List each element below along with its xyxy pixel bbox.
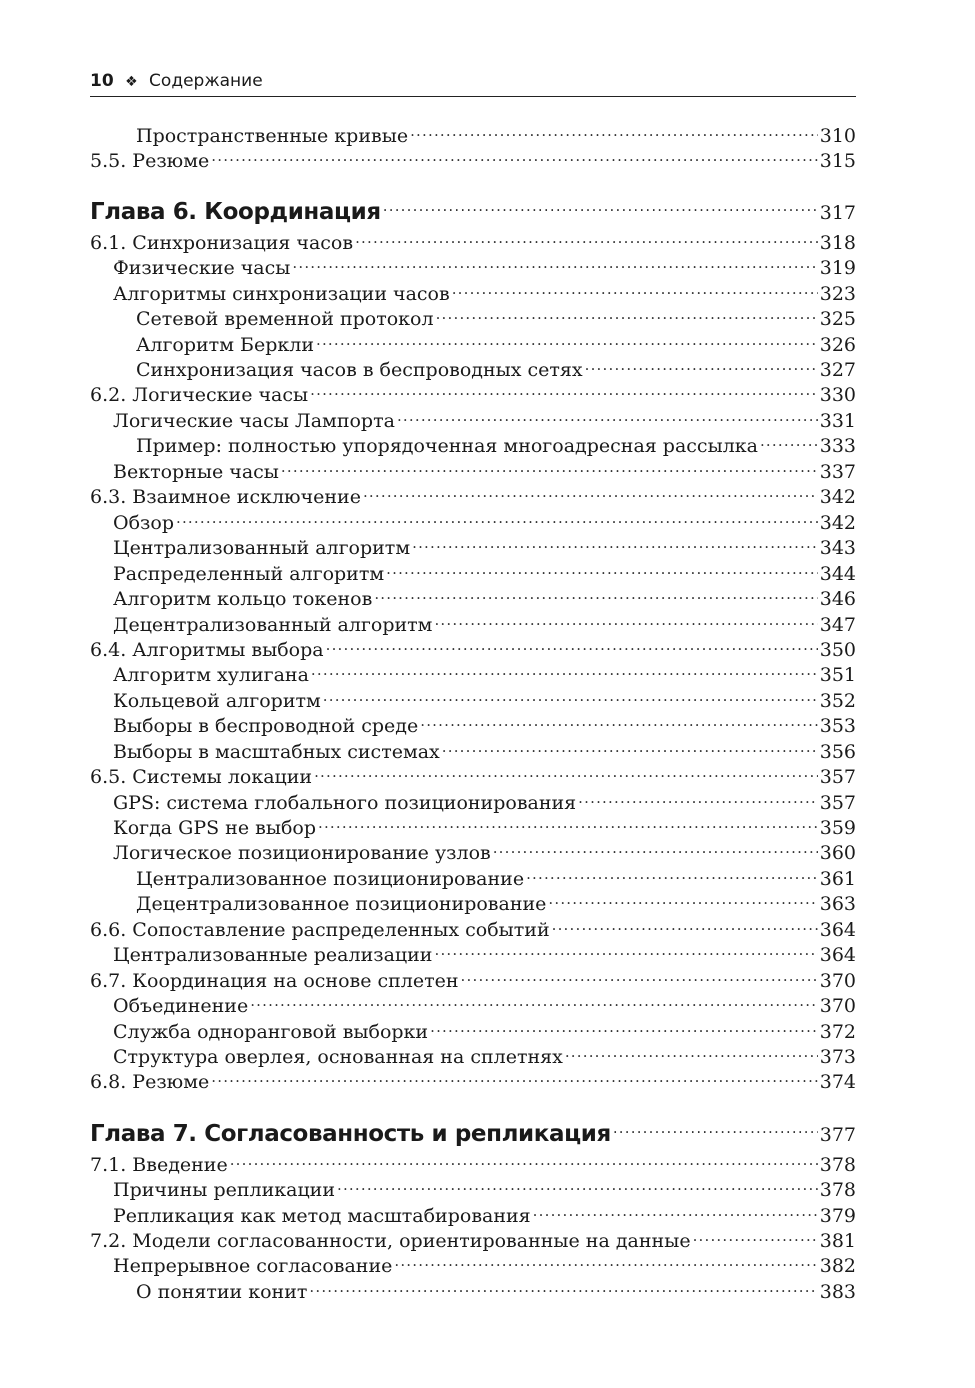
toc-title: Распределенный алгоритм: [113, 563, 385, 585]
toc-page-number: 333: [819, 435, 856, 457]
dot-leader: [363, 484, 818, 503]
toc-page-number: 317: [819, 202, 856, 224]
dot-leader: [552, 917, 818, 936]
toc-title: Объединение: [113, 995, 249, 1017]
toc-title: Глава 6. Координация: [90, 199, 381, 225]
toc-page-number: 363: [819, 893, 856, 915]
toc-title: Децентрализованное позиционирование: [136, 893, 547, 915]
toc-title: 6.1. Синхронизация часов: [90, 232, 354, 254]
dot-leader: [318, 815, 818, 834]
dot-leader: [394, 1253, 817, 1272]
toc-entry[interactable]: [90, 840, 856, 865]
dot-leader: [461, 968, 818, 987]
toc-page-number: 357: [819, 792, 856, 814]
toc-entry[interactable]: [90, 637, 856, 662]
toc-entry[interactable]: [90, 790, 856, 815]
toc-page-number: 370: [819, 995, 856, 1017]
toc-entry[interactable]: [90, 764, 856, 789]
toc-entry[interactable]: [90, 1044, 856, 1069]
toc-page-number: 374: [819, 1071, 856, 1093]
toc-title: Логическое позиционирование узлов: [113, 842, 491, 864]
toc-title: Выборы в масштабных системах: [113, 741, 440, 763]
dot-leader: [760, 433, 818, 452]
toc-entry[interactable]: [90, 1228, 856, 1253]
toc-chapter[interactable]: [90, 1118, 856, 1148]
toc-entry[interactable]: [90, 148, 856, 173]
toc-entry[interactable]: [90, 815, 856, 840]
ornament-icon: ❖: [125, 74, 138, 90]
dot-leader: [314, 764, 818, 783]
dot-leader: [434, 942, 817, 961]
toc-title: Выборы в беспроводной среде: [113, 715, 419, 737]
dot-leader: [310, 382, 818, 401]
dot-leader: [316, 332, 818, 351]
dot-leader: [292, 255, 817, 274]
toc-entry[interactable]: [90, 662, 856, 687]
toc-page-number: 331: [819, 410, 856, 432]
dot-leader: [434, 612, 817, 631]
toc-entry[interactable]: [90, 739, 856, 764]
toc-title: Причины репликации: [113, 1179, 335, 1201]
toc-title: 6.6. Сопоставление распределенных событий: [90, 919, 550, 941]
dot-leader: [410, 123, 818, 142]
toc-entry[interactable]: [90, 255, 856, 280]
toc-page-number: 361: [819, 868, 856, 890]
toc-chapter[interactable]: [90, 196, 856, 226]
toc-page-number: 373: [819, 1046, 856, 1068]
dot-leader: [430, 1019, 818, 1038]
toc-page-number: 319: [819, 257, 856, 279]
toc-entry[interactable]: [90, 942, 856, 967]
toc-entry[interactable]: [90, 688, 856, 713]
dot-leader: [211, 1069, 817, 1088]
toc-entry[interactable]: [90, 1069, 856, 1094]
toc-entry[interactable]: [90, 230, 856, 255]
toc-page-number: 352: [819, 690, 856, 712]
dot-leader: [250, 993, 818, 1012]
toc-entry[interactable]: [90, 993, 856, 1018]
toc-title: Алгоритм хулигана: [113, 664, 309, 686]
dot-leader: [493, 840, 818, 859]
toc-page-number: 381: [819, 1230, 856, 1252]
dot-leader: [533, 1203, 818, 1222]
toc-entry[interactable]: [90, 535, 856, 560]
toc-entry[interactable]: [90, 357, 856, 382]
toc-title: Логические часы Лампорта: [113, 410, 395, 432]
toc-page-number: 356: [819, 741, 856, 763]
toc-page-number: 318: [819, 232, 856, 254]
toc-title: 5.5. Резюме: [90, 150, 210, 172]
toc-title: Централизованные реализации: [113, 944, 433, 966]
dot-leader: [452, 281, 818, 300]
toc-page-number: 357: [819, 766, 856, 788]
toc-title: 6.3. Взаимное исключение: [90, 486, 361, 508]
toc-title: Векторные часы: [113, 461, 279, 483]
toc-entry[interactable]: [90, 382, 856, 407]
toc-title: Пример: полностью упорядоченная многоадресная рассылка: [136, 435, 758, 457]
toc-page-number: 346: [819, 588, 856, 610]
toc-title: О понятии конит: [136, 1281, 308, 1303]
toc-title: Алгоритмы синхронизации часов: [113, 283, 450, 305]
toc-title: Когда GPS не выбор: [113, 817, 316, 839]
toc-title: Централизованный алгоритм: [113, 537, 411, 559]
toc-title: Децентрализованный алгоритм: [113, 614, 433, 636]
toc-entry[interactable]: [90, 561, 856, 586]
dot-leader: [326, 637, 818, 656]
toc-page-number: 364: [819, 919, 856, 941]
toc-entry[interactable]: [90, 123, 856, 148]
toc-entry[interactable]: [90, 510, 856, 535]
dot-leader: [526, 866, 818, 885]
toc-title: Служба одноранговой выборки: [113, 1021, 429, 1043]
dot-leader: [355, 230, 818, 249]
dot-leader: [374, 586, 817, 605]
toc-page-number: 327: [819, 359, 856, 381]
toc-title: Структура оверлея, основанная на сплетнях: [113, 1046, 563, 1068]
running-title: Содержание: [149, 71, 263, 91]
toc-title: Глава 7. Согласованность и репликация: [90, 1121, 611, 1147]
toc-page-number: 383: [819, 1281, 856, 1303]
toc-entry[interactable]: [90, 1253, 856, 1278]
toc-page-number: 370: [819, 970, 856, 992]
dot-leader: [613, 1118, 818, 1141]
toc-page-number: 378: [819, 1154, 856, 1176]
toc-page-number: 379: [819, 1205, 856, 1227]
toc-page-number: 343: [819, 537, 856, 559]
toc-title: 7.1. Введение: [90, 1154, 228, 1176]
toc-entry[interactable]: [90, 484, 856, 509]
toc-title: 6.7. Координация на основе сплетен: [90, 970, 459, 992]
toc-page-number: 360: [819, 842, 856, 864]
dot-leader: [323, 688, 818, 707]
toc-page-number: 326: [819, 334, 856, 356]
toc-page-number: 377: [819, 1124, 856, 1146]
toc-page-number: 344: [819, 563, 856, 585]
dot-leader: [436, 306, 818, 325]
toc-entry[interactable]: [90, 306, 856, 331]
toc-page-number: 351: [819, 664, 856, 686]
dot-leader: [386, 561, 818, 580]
toc-page-number: 342: [819, 512, 856, 534]
toc-page-number: 337: [819, 461, 856, 483]
toc-title: Алгоритм Беркли: [136, 334, 314, 356]
toc-page-number: 315: [819, 150, 856, 172]
toc-page-number: 353: [819, 715, 856, 737]
toc-entry[interactable]: [90, 408, 856, 433]
dot-leader: [585, 357, 818, 376]
toc-entry[interactable]: [90, 866, 856, 891]
toc-title: 6.8. Резюме: [90, 1071, 210, 1093]
toc-title: Сетевой временной протокол: [136, 308, 434, 330]
dot-leader: [281, 459, 818, 478]
toc-title: Пространственные кривые: [136, 125, 409, 147]
toc-entry[interactable]: [90, 917, 856, 942]
toc-page-number: 347: [819, 614, 856, 636]
toc-title: Непрерывное согласование: [113, 1255, 393, 1277]
toc-title: Кольцевой алгоритм: [113, 690, 321, 712]
toc-title: Централизованное позиционирование: [136, 868, 525, 890]
toc-title: 6.4. Алгоритмы выбора: [90, 639, 324, 661]
dot-leader: [397, 408, 818, 427]
toc-title: 6.2. Логические часы: [90, 384, 309, 406]
toc-page-number: 359: [819, 817, 856, 839]
dot-leader: [412, 535, 818, 554]
dot-leader: [548, 891, 817, 910]
toc-page-number: 342: [819, 486, 856, 508]
toc-page-number: 350: [819, 639, 856, 661]
dot-leader: [420, 713, 817, 732]
toc-title: Синхронизация часов в беспроводных сетях: [136, 359, 583, 381]
dot-leader: [211, 148, 817, 167]
toc-title: Физические часы: [113, 257, 291, 279]
toc-page-number: 372: [819, 1021, 856, 1043]
toc-entry[interactable]: [90, 1279, 856, 1304]
toc-title: Алгоритм кольцо токенов: [113, 588, 373, 610]
toc-page-number: 330: [819, 384, 856, 406]
dot-leader: [693, 1228, 818, 1247]
dot-leader: [578, 790, 818, 809]
toc-entry[interactable]: [90, 612, 856, 637]
toc-page-number: 382: [819, 1255, 856, 1277]
toc-entry[interactable]: [90, 459, 856, 484]
toc-entry[interactable]: [90, 433, 856, 458]
toc-entry[interactable]: [90, 1203, 856, 1228]
toc-title: Обзор: [113, 512, 174, 534]
toc-page-number: 310: [819, 125, 856, 147]
dot-leader: [337, 1177, 818, 1196]
dot-leader: [311, 662, 818, 681]
toc-entry[interactable]: [90, 1177, 856, 1202]
toc-page-number: 325: [819, 308, 856, 330]
toc-page-number: 323: [819, 283, 856, 305]
toc-title: 7.2. Модели согласованности, ориентированные на данные: [90, 1230, 691, 1252]
dot-leader: [565, 1044, 818, 1063]
toc-title: Репликация как метод масштабирования: [113, 1205, 531, 1227]
toc-entry[interactable]: [90, 332, 856, 357]
toc-entry[interactable]: [90, 1019, 856, 1044]
dot-leader: [176, 510, 818, 529]
dot-leader: [442, 739, 818, 758]
page-number: 10: [90, 71, 114, 91]
toc-entry[interactable]: [90, 713, 856, 738]
dot-leader: [383, 196, 818, 219]
page-header: [90, 70, 856, 97]
toc-entry[interactable]: [90, 968, 856, 993]
toc-entry[interactable]: [90, 586, 856, 611]
toc-entry[interactable]: [90, 1152, 856, 1177]
toc-page-number: 378: [819, 1179, 856, 1201]
dot-leader: [230, 1152, 818, 1171]
toc-entry[interactable]: [90, 281, 856, 306]
dot-leader: [309, 1279, 817, 1298]
toc-entry[interactable]: [90, 891, 856, 916]
toc-page-number: 364: [819, 944, 856, 966]
toc-title: 6.5. Системы локации: [90, 766, 313, 788]
toc-title: GPS: система глобального позиционирования: [113, 792, 577, 814]
